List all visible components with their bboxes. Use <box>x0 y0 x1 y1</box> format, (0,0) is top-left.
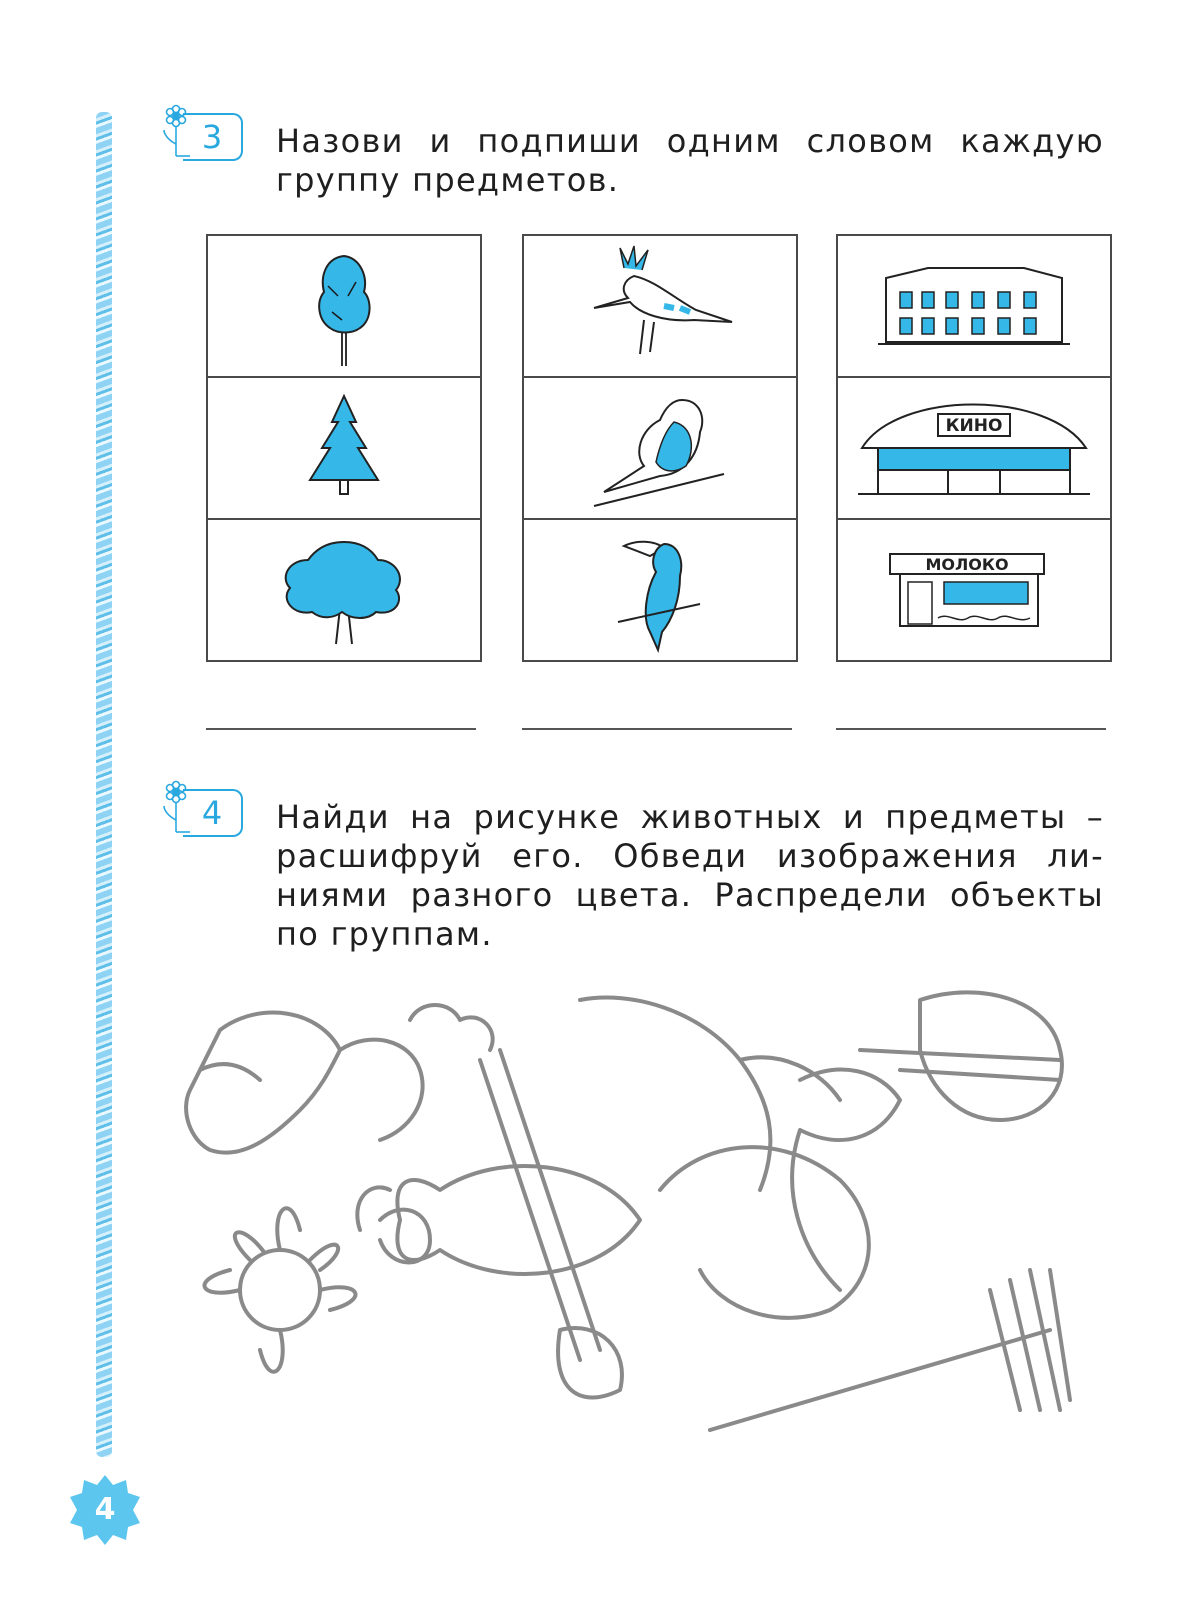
oak-tree-icon <box>208 520 480 660</box>
bucket-icon <box>860 992 1062 1120</box>
answer-line-1[interactable] <box>206 728 476 730</box>
task-4-line: по группам. <box>276 915 493 953</box>
rooster-icon <box>186 1005 493 1153</box>
overlapping-outlines-puzzle[interactable] <box>180 990 1100 1470</box>
task-3-instruction <box>276 122 1104 200</box>
group-buildings-card <box>836 234 1112 662</box>
milk-shop-building-icon <box>838 520 1110 660</box>
task-4-number: 4 <box>183 789 243 837</box>
birch-tree-icon <box>208 236 480 376</box>
task-4-line: ниями разного цвета. Распредели объекты <box>276 876 1104 914</box>
bullfinch-bird-icon <box>524 378 796 518</box>
snail-icon <box>357 1187 430 1262</box>
cinema-sign: КИНО <box>945 416 1003 436</box>
decorative-side-rope <box>96 112 112 1457</box>
group-trees-card <box>206 234 482 662</box>
task-3-number: 3 <box>183 113 243 161</box>
goose-icon <box>580 998 869 1318</box>
task-4-instruction <box>276 798 1104 954</box>
group-birds-card <box>522 234 798 662</box>
spruce-tree-icon <box>208 378 480 518</box>
hoopoe-bird-icon <box>524 236 796 376</box>
cell-birch <box>208 236 480 378</box>
task-4-badge <box>160 780 252 840</box>
toucan-bird-icon <box>524 520 796 660</box>
school-building-icon <box>838 236 1110 376</box>
shop-sign: МОЛОКО <box>925 555 1009 574</box>
answer-line-2[interactable] <box>522 728 792 730</box>
cell-shop <box>838 520 1110 662</box>
cell-oak <box>208 520 480 662</box>
cell-cinema <box>838 378 1110 520</box>
task-3-line: группу предметов. <box>276 161 620 199</box>
page-number-badge <box>70 1475 140 1545</box>
cell-hoopoe <box>524 236 796 378</box>
shovel-icon <box>480 1050 622 1398</box>
task-3-line: Назови и подпиши одним словом каждую <box>276 122 1104 160</box>
seagull-icon <box>792 1070 900 1290</box>
task-4-line: расшифруй его. Обведи изображения ли- <box>276 837 1104 875</box>
answer-line-3[interactable] <box>836 728 1106 730</box>
cell-spruce <box>208 378 480 520</box>
page-number: 4 <box>94 1492 116 1527</box>
cinema-building-icon <box>838 378 1110 518</box>
rake-icon <box>710 1270 1070 1430</box>
task-4-line: Найди на рисунке животных и предметы – <box>276 798 1104 836</box>
cell-bullfinch <box>524 378 796 520</box>
cell-toucan <box>524 520 796 662</box>
task-3-badge <box>160 104 252 164</box>
flower-icon <box>205 1208 356 1372</box>
cell-school <box>838 236 1110 378</box>
